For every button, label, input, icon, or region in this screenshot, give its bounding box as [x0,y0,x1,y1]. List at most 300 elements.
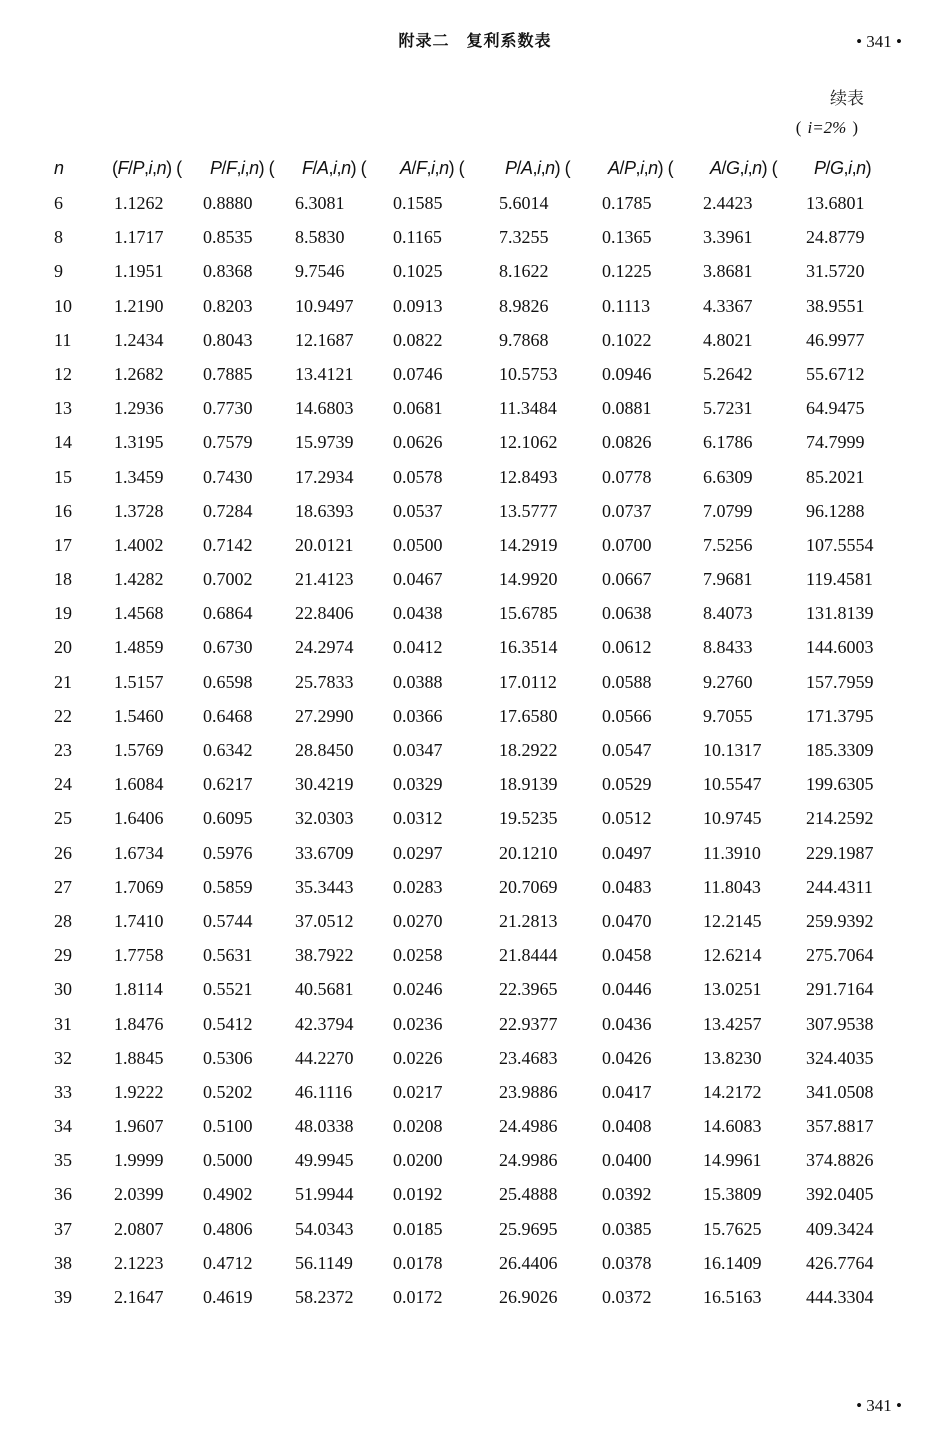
factor-cell: 229.1987 [806,842,874,863]
factor-cell: 44.2270 [295,1047,354,1068]
factor-cell: 1.6734 [114,842,164,863]
table-row [0,562,950,596]
factor-cell: 51.9944 [295,1184,354,1205]
factor-cell: 214.2592 [806,808,874,829]
factor-cell: 33.6709 [295,842,354,863]
period-cell: 33 [54,1081,72,1102]
factor-cell: 6.3081 [295,193,345,213]
factor-cell: 10.9745 [703,808,762,829]
factor-cell: 275.7064 [806,945,874,966]
factor-cell: 0.4902 [203,1184,253,1205]
factor-cell: 9.7868 [499,329,549,350]
factor-cell: 11.3484 [499,398,557,419]
factor-cell: 14.6083 [703,1116,762,1137]
rate-close-paren: ) [852,118,858,137]
factor-cell: 185.3309 [806,740,874,760]
factor-cell: 7.5256 [703,534,753,555]
table-row [0,460,950,494]
factor-cell: 0.7579 [203,432,253,453]
factor-cell: 0.6598 [203,671,253,692]
factor-cell: 0.0258 [393,945,443,966]
factor-cell: 119.4581 [806,569,873,590]
table-row [0,904,950,938]
factor-cell: 0.0588 [602,671,652,692]
factor-cell: 85.2021 [806,466,865,487]
factor-cell: 0.8203 [203,295,253,316]
table-row [0,254,950,288]
factor-cell: 13.5777 [499,500,558,521]
factor-cell: 0.0400 [602,1150,652,1171]
factor-cell: 1.4568 [114,603,164,624]
factor-cell: 1.1262 [114,193,164,213]
factor-cell: 2.0807 [114,1218,164,1239]
factor-cell: 15.3809 [703,1184,762,1205]
factor-cell: 157.7959 [806,671,874,692]
period-cell: 36 [54,1184,72,1205]
period-cell: 17 [54,534,72,555]
period-cell: 15 [54,466,72,487]
factor-cell: 20.1210 [499,842,558,863]
table-row [0,972,950,1006]
factor-cell: 0.5100 [203,1116,253,1137]
period-cell: 32 [54,1047,72,1068]
page-header-title: 附录二 复利系数表 [398,31,552,50]
factor-cell: 10.5753 [499,363,558,384]
table-row [0,665,950,699]
factor-cell: 7.9681 [703,569,753,590]
factor-cell: 1.6406 [114,808,164,829]
factor-cell: 0.0372 [602,1287,652,1307]
factor-cell: 0.5306 [203,1047,253,1068]
period-cell: 23 [54,740,72,760]
factor-cell: 13.4121 [295,363,354,384]
factor-cell: 444.3304 [806,1287,874,1307]
factor-cell: 12.2145 [703,910,762,931]
period-cell: 18 [54,569,72,590]
factor-cell: 24.4986 [499,1116,558,1137]
factor-cell: 22.3965 [499,979,558,1000]
factor-cell: 0.0681 [393,398,443,419]
factor-cell: 1.4859 [114,637,164,658]
factor-cell: 1.5769 [114,740,164,760]
factor-cell: 0.5859 [203,876,253,897]
factor-cell: 0.0913 [393,295,443,316]
factor-cell: 24.9986 [499,1150,558,1171]
factor-cell: 0.0612 [602,637,652,658]
factor-cell: 10.9497 [295,295,354,316]
factor-cell: 2.1223 [114,1252,164,1273]
factor-cell: 17.2934 [295,466,354,487]
table-row [0,870,950,904]
factor-cell: 9.7055 [703,705,753,726]
factor-cell: 38.7922 [295,945,354,966]
factor-cell: 32.0303 [295,808,354,829]
factor-cell: 1.2434 [114,329,164,350]
factor-cell: 42.3794 [295,1013,354,1034]
factor-cell: 409.3424 [806,1218,874,1239]
factor-cell: 0.0217 [393,1081,443,1102]
factor-cell: 16.3514 [499,637,558,658]
factor-cell: 307.9538 [806,1013,874,1034]
factor-cell: 0.6217 [203,774,253,795]
factor-cell: 35.3443 [295,876,354,897]
factor-cell: 0.6730 [203,637,253,658]
factor-cell: 0.0378 [602,1252,652,1273]
factor-cell: 3.3961 [703,227,753,248]
factor-cell: 12.8493 [499,466,558,487]
factor-cell: 0.5744 [203,910,253,931]
factor-cell: 0.0436 [602,1013,652,1034]
factor-cell: 14.9961 [703,1150,762,1171]
period-cell: 21 [54,671,72,692]
factor-cell: 21.2813 [499,910,558,931]
factor-cell: 1.8114 [114,979,163,1000]
table-body [0,186,950,1314]
factor-cell: 26.4406 [499,1252,558,1273]
table-row [0,596,950,630]
factor-cell: 14.6803 [295,398,354,419]
table-row [0,357,950,391]
factor-cell: 0.4619 [203,1287,253,1307]
factor-cell: 8.4073 [703,603,753,624]
factor-cell: 1.7410 [114,910,164,931]
factor-cell: 324.4035 [806,1047,874,1068]
factor-cell: 7.0799 [703,500,753,521]
factor-cell: 9.7546 [295,261,345,282]
period-cell: 34 [54,1116,72,1137]
factor-cell: 0.1113 [602,295,651,316]
factor-cell: 1.3195 [114,432,164,453]
factor-cell: 64.9475 [806,398,865,419]
factor-cell: 12.6214 [703,945,762,966]
factor-cell: 11.8043 [703,876,761,897]
table-row [0,1280,950,1314]
factor-cell: 0.0626 [393,432,443,453]
factor-cell: 74.7999 [806,432,865,453]
factor-cell: 0.0667 [602,569,652,590]
factor-cell: 0.0826 [602,432,652,453]
factor-cell: 49.9945 [295,1150,354,1171]
factor-cell: 0.0547 [602,740,652,760]
factor-cell: 8.1622 [499,261,549,282]
factor-cell: 10.5547 [703,774,762,795]
factor-cell: 5.6014 [499,193,549,213]
factor-cell: 0.5202 [203,1081,253,1102]
factor-cell: 20.0121 [295,534,354,555]
factor-cell: 392.0405 [806,1184,874,1205]
factor-cell: 1.7069 [114,876,164,897]
table-row [0,938,950,972]
factor-cell: 0.0366 [393,705,443,726]
table-row [0,528,950,562]
factor-cell: 1.2936 [114,398,164,419]
factor-cell: 1.1717 [114,227,164,248]
period-cell: 38 [54,1252,72,1273]
factor-cell: 244.4311 [806,876,873,897]
factor-cell: 46.1116 [295,1081,353,1102]
table-row [0,1075,950,1109]
factor-cell: 16.5163 [703,1287,762,1307]
factor-cell: 0.7430 [203,466,253,487]
factor-cell: 38.9551 [806,295,865,316]
period-cell: 16 [54,500,72,521]
factor-cell: 0.0458 [602,945,652,966]
factor-cell: 13.4257 [703,1013,762,1034]
table-row [0,836,950,870]
factor-cell: 15.9739 [295,432,354,453]
column-header: P/G,i,n) [814,158,872,178]
factor-cell: 0.0388 [393,671,443,692]
factor-cell: 40.5681 [295,979,354,1000]
factor-cell: 0.0700 [602,534,652,555]
table-row [0,801,950,835]
factor-cell: 0.0512 [602,808,652,829]
factor-cell: 58.2372 [295,1287,354,1307]
factor-cell: 0.0208 [393,1116,443,1137]
table-row [0,1041,950,1075]
factor-cell: 0.0297 [393,842,443,863]
factor-cell: 0.5521 [203,979,253,1000]
factor-cell: 0.8043 [203,329,253,350]
period-cell: 11 [54,329,72,350]
factor-cell: 0.0412 [393,637,443,658]
table-row [0,699,950,733]
factor-cell: 54.0343 [295,1218,354,1239]
factor-cell: 0.7142 [203,534,253,555]
factor-cell: 6.6309 [703,466,753,487]
factor-cell: 291.7164 [806,979,874,1000]
factor-cell: 13.8230 [703,1047,762,1068]
factor-cell: 0.1022 [602,329,652,350]
factor-cell: 20.7069 [499,876,558,897]
factor-cell: 27.2990 [295,705,354,726]
factor-cell: 1.2190 [114,295,164,316]
page-number-top: • 341 • [856,32,902,51]
factor-cell: 0.8368 [203,261,253,282]
factor-cell: 0.0312 [393,808,443,829]
column-header: A/P,i,n) ( [608,158,674,178]
factor-cell: 341.0508 [806,1081,874,1102]
factor-cell: 6.1786 [703,432,753,453]
factor-cell: 0.8880 [203,193,253,213]
factor-cell: 9.2760 [703,671,753,692]
factor-cell: 0.0778 [602,466,652,487]
column-header: F/A,i,n) ( [302,158,367,178]
period-cell: 31 [54,1013,72,1034]
period-cell: 9 [54,261,63,282]
factor-cell: 171.3795 [806,705,874,726]
continued-label: 续表 [830,89,864,109]
factor-cell: 1.3728 [114,500,164,521]
column-header: P/F,i,n) ( [210,158,275,178]
factor-cell: 46.9977 [806,329,865,350]
factor-cell: 8.9826 [499,295,549,316]
factor-cell: 0.4712 [203,1252,253,1273]
factor-cell: 426.7764 [806,1252,874,1273]
factor-cell: 10.1317 [703,740,762,760]
factor-cell: 1.8476 [114,1013,164,1034]
factor-cell: 199.6305 [806,774,874,795]
period-cell: 19 [54,603,72,624]
factor-cell: 96.1288 [806,500,865,521]
factor-cell: 1.9999 [114,1150,164,1171]
column-header: P/A,i,n) ( [505,158,571,178]
period-cell: 37 [54,1218,72,1239]
factor-cell: 4.8021 [703,329,753,350]
factor-cell: 26.9026 [499,1287,558,1307]
factor-cell: 0.0329 [393,774,443,795]
factor-cell: 23.4683 [499,1047,558,1068]
factor-cell: 14.9920 [499,569,558,590]
factor-cell: 0.0946 [602,363,652,384]
period-cell: 30 [54,979,72,1000]
period-cell: 13 [54,398,72,419]
factor-cell: 0.8535 [203,227,253,248]
factor-cell: 0.0200 [393,1150,443,1171]
table-row [0,1246,950,1280]
rate-value: i=2% [807,118,847,137]
column-header: A/F,i,n) ( [400,158,465,178]
factor-cell: 107.5554 [806,534,874,555]
factor-cell: 25.4888 [499,1184,558,1205]
factor-cell: 5.2642 [703,363,753,384]
factor-cell: 13.6801 [806,193,865,213]
factor-cell: 0.1025 [393,261,443,282]
factor-cell: 0.0497 [602,842,652,863]
factor-cell: 0.0438 [393,603,443,624]
factor-cell: 2.1647 [114,1287,164,1307]
factor-cell: 0.0192 [393,1184,443,1205]
table-row [0,494,950,528]
factor-cell: 1.6084 [114,774,164,795]
factor-cell: 17.0112 [499,671,557,692]
factor-cell: 1.9607 [114,1116,164,1137]
factor-cell: 1.3459 [114,466,164,487]
table-row [0,1177,950,1211]
factor-cell: 0.5631 [203,945,253,966]
factor-cell: 144.6003 [806,637,874,658]
factor-cell: 18.6393 [295,500,354,521]
factor-cell: 56.1149 [295,1252,353,1273]
factor-cell: 16.1409 [703,1252,762,1273]
factor-cell: 8.8433 [703,637,753,658]
factor-cell: 19.5235 [499,808,558,829]
table-row [0,630,950,664]
factor-cell: 0.7284 [203,500,253,521]
factor-cell: 1.8845 [114,1047,164,1068]
factor-cell: 1.5460 [114,705,164,726]
factor-cell: 18.9139 [499,774,558,795]
factor-cell: 15.7625 [703,1218,762,1239]
factor-cell: 0.7885 [203,363,253,384]
factor-cell: 14.2172 [703,1081,762,1102]
factor-cell: 13.0251 [703,979,762,1000]
factor-cell: 0.0578 [393,466,443,487]
factor-cell: 0.0500 [393,534,443,555]
factor-cell: 8.5830 [295,227,345,248]
factor-cell: 17.6580 [499,705,558,726]
factor-cell: 0.0467 [393,569,443,590]
table-row [0,220,950,254]
factor-cell: 0.0226 [393,1047,443,1068]
factor-cell: 21.8444 [499,945,558,966]
factor-cell: 0.0178 [393,1252,443,1273]
period-cell: 39 [54,1287,72,1307]
factor-cell: 1.9222 [114,1081,164,1102]
factor-cell: 21.4123 [295,569,354,590]
factor-cell: 0.0283 [393,876,443,897]
table-row [0,767,950,801]
table-row [0,186,950,220]
period-cell: 24 [54,774,72,795]
factor-cell: 357.8817 [806,1116,874,1137]
table-row [0,1109,950,1143]
factor-cell: 0.6095 [203,808,253,829]
factor-cell: 1.2682 [114,363,164,384]
factor-cell: 22.9377 [499,1013,558,1034]
factor-cell: 0.0537 [393,500,443,521]
factor-cell: 0.0408 [602,1116,652,1137]
factor-cell: 18.2922 [499,740,558,760]
factor-cell: 0.0470 [602,910,652,931]
factor-cell: 0.5000 [203,1150,253,1171]
factor-cell: 0.0172 [393,1287,443,1307]
factor-cell: 25.7833 [295,671,354,692]
table-row [0,425,950,459]
factor-cell: 0.0529 [602,774,652,795]
factor-cell: 0.0566 [602,705,652,726]
factor-cell: 28.8450 [295,740,354,760]
factor-cell: 55.6712 [806,363,865,384]
factor-cell: 0.0417 [602,1081,652,1102]
column-header: n [54,158,64,178]
factor-cell: 1.4282 [114,569,164,590]
factor-cell: 37.0512 [295,910,354,931]
factor-cell: 12.1687 [295,329,354,350]
factor-cell: 5.7231 [703,398,753,419]
rate-open-paren: ( [795,118,802,137]
factor-cell: 0.7730 [203,398,253,419]
period-cell: 12 [54,363,72,384]
factor-cell: 131.8139 [806,603,874,624]
factor-cell: 31.5720 [806,261,865,282]
period-cell: 10 [54,295,72,316]
table-row [0,1007,950,1041]
factor-cell: 24.8779 [806,227,865,248]
factor-cell: 0.0385 [602,1218,652,1239]
table-row [0,323,950,357]
factor-cell: 0.1585 [393,193,443,213]
factor-cell: 11.3910 [703,842,761,863]
factor-cell: 259.9392 [806,910,874,931]
period-cell: 27 [54,876,72,897]
period-cell: 20 [54,637,72,658]
table-row [0,733,950,767]
table-row [0,1143,950,1177]
factor-cell: 48.0338 [295,1116,354,1137]
period-cell: 22 [54,705,72,726]
factor-cell: 1.1951 [114,261,164,282]
factor-cell: 1.7758 [114,945,164,966]
factor-cell: 0.1365 [602,227,652,248]
factor-cell: 0.0881 [602,398,652,419]
factor-cell: 0.6342 [203,740,253,760]
factor-cell: 0.0746 [393,363,443,384]
table-row [0,1212,950,1246]
factor-cell: 0.7002 [203,569,253,590]
page-number-bottom: • 341 • [856,1396,902,1415]
factor-cell: 30.4219 [295,774,354,795]
